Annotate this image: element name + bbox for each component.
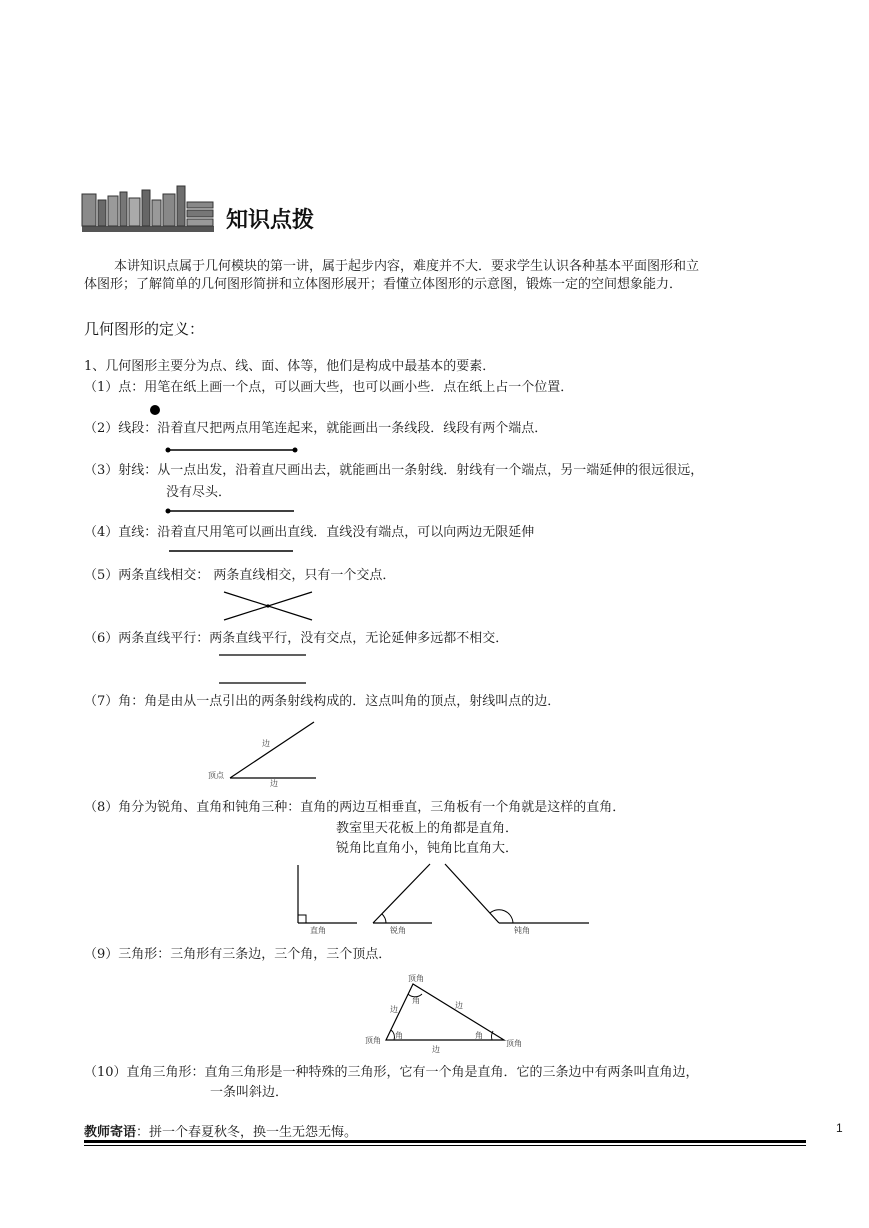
item-segment: （2）线段：沿着直尺把两点用笔连起来，就能画出一条线段．线段有两个端点． [84,421,548,436]
angle-figure [228,720,320,782]
item-angle-types-line3: 锐角比直角小，钝角比直角大． [336,841,519,856]
item-ray-line2: 没有尽头． [166,485,232,500]
item-right-triangle: （10）直角三角形：直角三角形是一种特殊的三角形，它有一个角是直角．它的三条边中有两条叫直角边， [84,1065,699,1080]
obtuse-angle-figure [443,862,593,926]
item-intro: 1、几何图形主要分为点、线、面、体等，他们是构成中最基本的要素． [84,359,496,374]
triangle-right-angle-label: 角 [475,1031,483,1040]
triangle-top-vertex-label: 顶角 [408,974,424,983]
triangle-right-side-label: 边 [455,1001,463,1010]
books-logo-icon [82,186,216,234]
item-triangle: （9）三角形：三角形有三条边，三个角，三个顶点． [84,947,392,962]
intro-line-1: 本讲知识点属于几何模块的第一讲，属于起步内容，难度并不大．要求学生认识各种基本平面图形和立 [114,259,700,274]
item-angle-types-line2: 教室里天花板上的角都是直角． [336,821,519,836]
triangle-top-angle-label: 角 [412,996,420,1005]
obtuse-angle-label: 钝角 [514,926,530,935]
triangle-left-angle-label: 角 [395,1031,403,1040]
item-angle: （7）角：角是由从一点引出的两条射线构成的．这点叫角的顶点，射线叫点的边． [84,694,561,709]
right-angle-figure [295,864,359,926]
line-figure [168,548,296,554]
item-line: （4）直线：沿着直尺用笔可以画出直线．直线没有端点，可以向两边无限延伸 [84,525,535,540]
footer-rule-thick [84,1140,806,1143]
section-title: 知识点拨 [226,208,315,233]
item-point: （1）点：用笔在纸上画一个点，可以画大些，也可以画小些．点在纸上占一个位置． [84,380,574,395]
ray-figure [164,506,299,516]
parallel-lines-figure [218,652,308,686]
triangle-bottom-side-label: 边 [432,1045,440,1054]
item-intersecting: （5）两条直线相交： 两条直线相交，只有一个交点． [84,568,396,583]
triangle-left-vertex-label: 顶角 [365,1036,381,1045]
angle-vertex-label: 顶点 [208,771,224,780]
intro-line-2: 体图形；了解简单的几何图形简拼和立体图形展开；看懂立体图形的示意图，锻炼一定的空间想象能力． [84,277,683,292]
footer-motto-text: ：拼一个春夏秋冬，换一生无怨无悔。 [136,1125,358,1140]
footer-motto-label: 教师寄语 [84,1125,137,1140]
angle-side-bottom-label: 边 [270,779,278,788]
item-right-triangle-line2: 一条叫斜边． [210,1085,289,1100]
acute-angle-figure [370,862,434,926]
triangle-right-vertex-label: 顶角 [506,1039,522,1048]
right-angle-label: 直角 [310,926,326,935]
footer-rule-thin [84,1145,806,1146]
item-angle-types: （8）角分为锐角、直角和钝角三种：直角的两边互相垂直，三角板有一个角就是这样的直角． [84,800,626,815]
acute-angle-label: 锐角 [390,926,406,935]
page-number: 1 [836,1121,843,1135]
point-dot-figure [148,403,162,417]
angle-side-top-label: 边 [262,739,270,748]
segment-figure [165,445,300,455]
item-parallel: （6）两条直线平行：两条直线平行，没有交点，无论延伸多远都不相交． [84,631,509,646]
intersecting-lines-figure [222,590,314,624]
footer-motto [84,1121,357,1140]
item-ray-line1: （3）射线：从一点出发，沿着直尺画出去，就能画出一条射线．射线有一个端点，另一端延伸的很远很远， [84,463,704,478]
triangle-left-side-label: 边 [390,1005,398,1014]
definitions-heading: 几何图形的定义： [84,320,205,338]
